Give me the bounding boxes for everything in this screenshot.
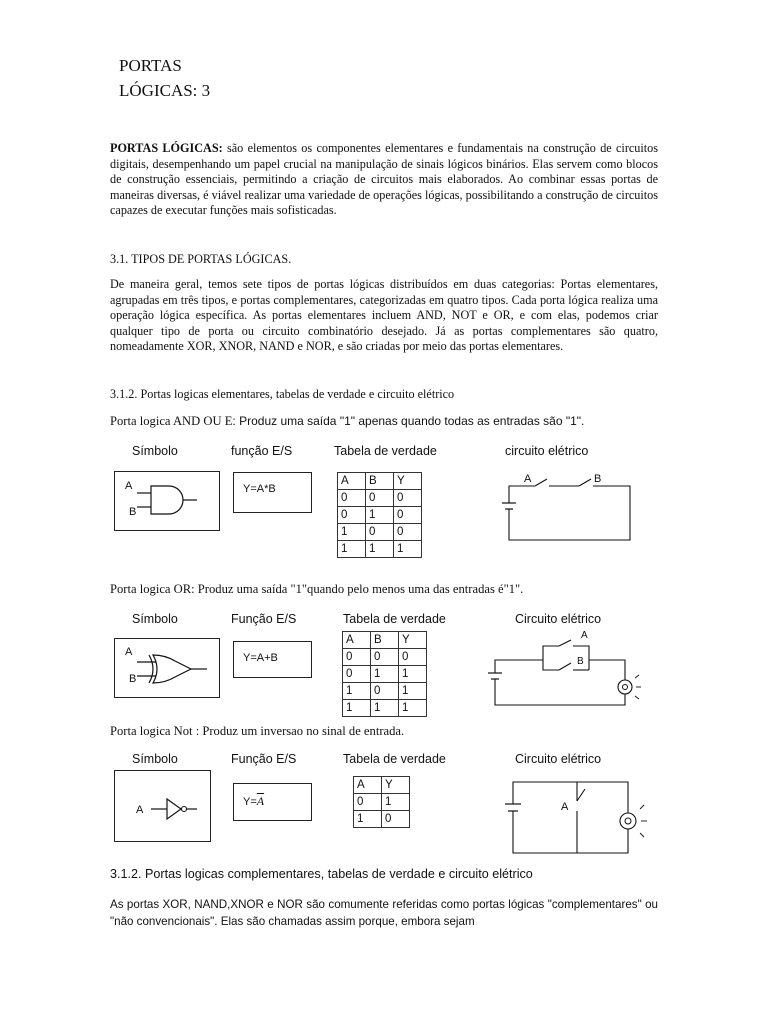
table-cell: 0 (354, 794, 382, 811)
not-header-circuit: Circuito elétrico (515, 752, 602, 766)
table-cell: Y (382, 777, 410, 794)
or-function-box (233, 641, 312, 678)
section-heading-3-1: 3.1. TIPOS DE PORTAS LÓGICAS. (110, 252, 292, 266)
table-cell: B (371, 632, 399, 649)
table-row (343, 666, 427, 683)
not-function-prefix: Y= (243, 796, 257, 808)
table-cell: 0 (394, 507, 422, 524)
table-cell: 1 (338, 524, 366, 541)
not-gate-icon (115, 771, 212, 843)
table-cell: 0 (399, 649, 427, 666)
table-cell: 1 (399, 666, 427, 683)
or-header-function: Função E/S (231, 612, 297, 626)
table-cell: 1 (338, 541, 366, 558)
not-function-box (233, 783, 312, 821)
table-cell: 0 (371, 683, 399, 700)
table-cell: 0 (394, 524, 422, 541)
table-cell: 0 (394, 490, 422, 507)
section-heading-complementares: 3.1.2. Portas logicas complementares, tabelas de verdade e circuito elétrico (110, 867, 533, 881)
and-function: Y=A*B (243, 483, 276, 495)
table-cell: A (354, 777, 382, 794)
table-cell: 1 (343, 700, 371, 717)
section-heading-3-1-2: 3.1.2. Portas logicas elementares, tabelas de verdade e circuito elétrico (110, 387, 455, 401)
table-cell: 0 (366, 490, 394, 507)
or-header-circuit: Circuito elétrico (515, 612, 602, 626)
not-description: Porta logica Not : Produz um inversao no sinal de entrada. (110, 724, 405, 738)
table-cell: 1 (366, 507, 394, 524)
or-circuit-switch-a-label: A (581, 630, 588, 641)
and-desc-text: : Produz uma saída "1" apenas quando todas as entradas são "1". (232, 414, 585, 428)
or-gate-icon (115, 639, 221, 699)
or-header-truth-table: Tabela de verdade (343, 612, 446, 626)
or-input-a-label: A (125, 646, 133, 658)
not-header-truth-table: Tabela de verdade (343, 752, 446, 766)
and-circuit-switch-b-label: B (594, 473, 602, 485)
and-truth-table (337, 472, 422, 558)
table-cell: 1 (366, 541, 394, 558)
and-header-circuit: circuito elétrico (505, 444, 589, 458)
table-row (343, 700, 427, 717)
and-input-a-label: A (125, 480, 133, 492)
and-input-b-label: B (129, 506, 137, 518)
not-circuit-icon (495, 775, 655, 860)
table-cell: 1 (399, 683, 427, 700)
table-row (354, 794, 410, 811)
and-circuit-switch-a-label: A (524, 473, 532, 485)
intro-lead: PORTAS LÓGICAS: (110, 141, 223, 155)
table-cell: 1 (343, 683, 371, 700)
section-3-1-text: De maneira geral, temos sete tipos de portas lógicas distribuídos em duas categorias: Portas elementares, agrupadas em três tipos, e portas complementares, categorizadas em quatro tipos. Cada porta lógica realiza uma operação lógica específica. As portas elementares incluem AND, NOT e OR, e com elas, podemos criar qualquer tipo de porta ou circuito combinatório desejado. Já as portas complementares são quatro, nomeadamente XOR, XNOR, NAND e NOR, e são criadas por meio das portas elementares. (110, 277, 658, 354)
table-cell: Y (399, 632, 427, 649)
table-cell: 1 (399, 700, 427, 717)
not-truth-table (353, 776, 410, 828)
table-cell: 0 (366, 524, 394, 541)
table-row (343, 683, 427, 700)
not-circuit-switch-a-label: A (561, 801, 569, 813)
table-cell: 0 (338, 490, 366, 507)
or-description: Porta logica OR: Produz uma saída "1"quando pelo menos uma das entradas é"1". (110, 582, 524, 596)
or-symbol-box (114, 638, 220, 698)
or-header-symbol: Símbolo (132, 612, 178, 626)
or-circuit-icon (485, 630, 645, 710)
or-circuit-switch-b-label: B (577, 656, 584, 667)
intro-paragraph (110, 141, 658, 219)
table-cell: Y (394, 473, 422, 490)
table-header-row (338, 473, 422, 490)
page-title (119, 53, 210, 103)
intro-text: são elementos os componentes elementares e fundamentais na construção de circuitos digitais, desempenhando um papel crucial na manipulação de sinais lógicos binários. Elas servem como blocos de construção essenciais, permitindo a criação de circuitos mais elaborados. Ao combinar essas portas de maneiras diversas, é viável realizar uma variedade de operações lógicas, possibilitando a construção de circuitos capazes de executar funções mais sofisticadas. (110, 141, 658, 218)
table-cell: 0 (371, 649, 399, 666)
not-circuit (495, 775, 655, 860)
complementares-text: As portas XOR, NAND,XNOR e NOR são comumente referidas como portas lógicas "complementares" ou "não convencionais". Elas são chamadas assim porque, embora sejam (110, 898, 658, 928)
table-cell: A (343, 632, 371, 649)
and-gate-icon (115, 472, 221, 532)
table-cell: 1 (371, 700, 399, 717)
table-cell: A (338, 473, 366, 490)
and-symbol-box (114, 471, 220, 531)
table-cell: 0 (382, 811, 410, 828)
table-cell: 1 (354, 811, 382, 828)
section-3-1-paragraph (110, 277, 658, 355)
table-cell: 1 (394, 541, 422, 558)
table-header-row (343, 632, 427, 649)
table-header-row (354, 777, 410, 794)
not-function-var: $\overline{A}$ (256, 794, 265, 808)
table-cell: 1 (371, 666, 399, 683)
table-row (354, 811, 410, 828)
table-cell: 1 (382, 794, 410, 811)
or-truth-table (342, 631, 427, 717)
and-header-truth-table: Tabela de verdade (334, 444, 437, 458)
not-header-symbol: Símbolo (132, 752, 178, 766)
and-circuit (495, 470, 635, 545)
or-function: Y=A+B (243, 652, 278, 664)
and-header-symbol: Símbolo (132, 444, 178, 458)
title-line-1: PORTAS (119, 56, 182, 75)
table-cell: 0 (343, 666, 371, 683)
table-cell: B (366, 473, 394, 490)
and-function-box (233, 472, 312, 513)
or-input-b-label: B (129, 673, 137, 685)
title-line-2: LÓGICAS: 3 (119, 81, 211, 100)
table-row (338, 524, 422, 541)
table-row (338, 541, 422, 558)
not-input-a-label: A (136, 804, 144, 816)
and-circuit-icon (495, 470, 635, 545)
not-header-function: Função E/S (231, 752, 297, 766)
or-circuit (485, 630, 645, 710)
and-description (110, 414, 584, 429)
not-symbol-box (114, 770, 211, 842)
and-header-function: função E/S (231, 444, 293, 458)
table-row (338, 507, 422, 524)
table-cell: 0 (338, 507, 366, 524)
complementares-paragraph (110, 896, 658, 930)
and-desc-name: Porta logica AND OU E (110, 414, 233, 428)
table-row (343, 649, 427, 666)
table-row (338, 490, 422, 507)
table-cell: 0 (343, 649, 371, 666)
